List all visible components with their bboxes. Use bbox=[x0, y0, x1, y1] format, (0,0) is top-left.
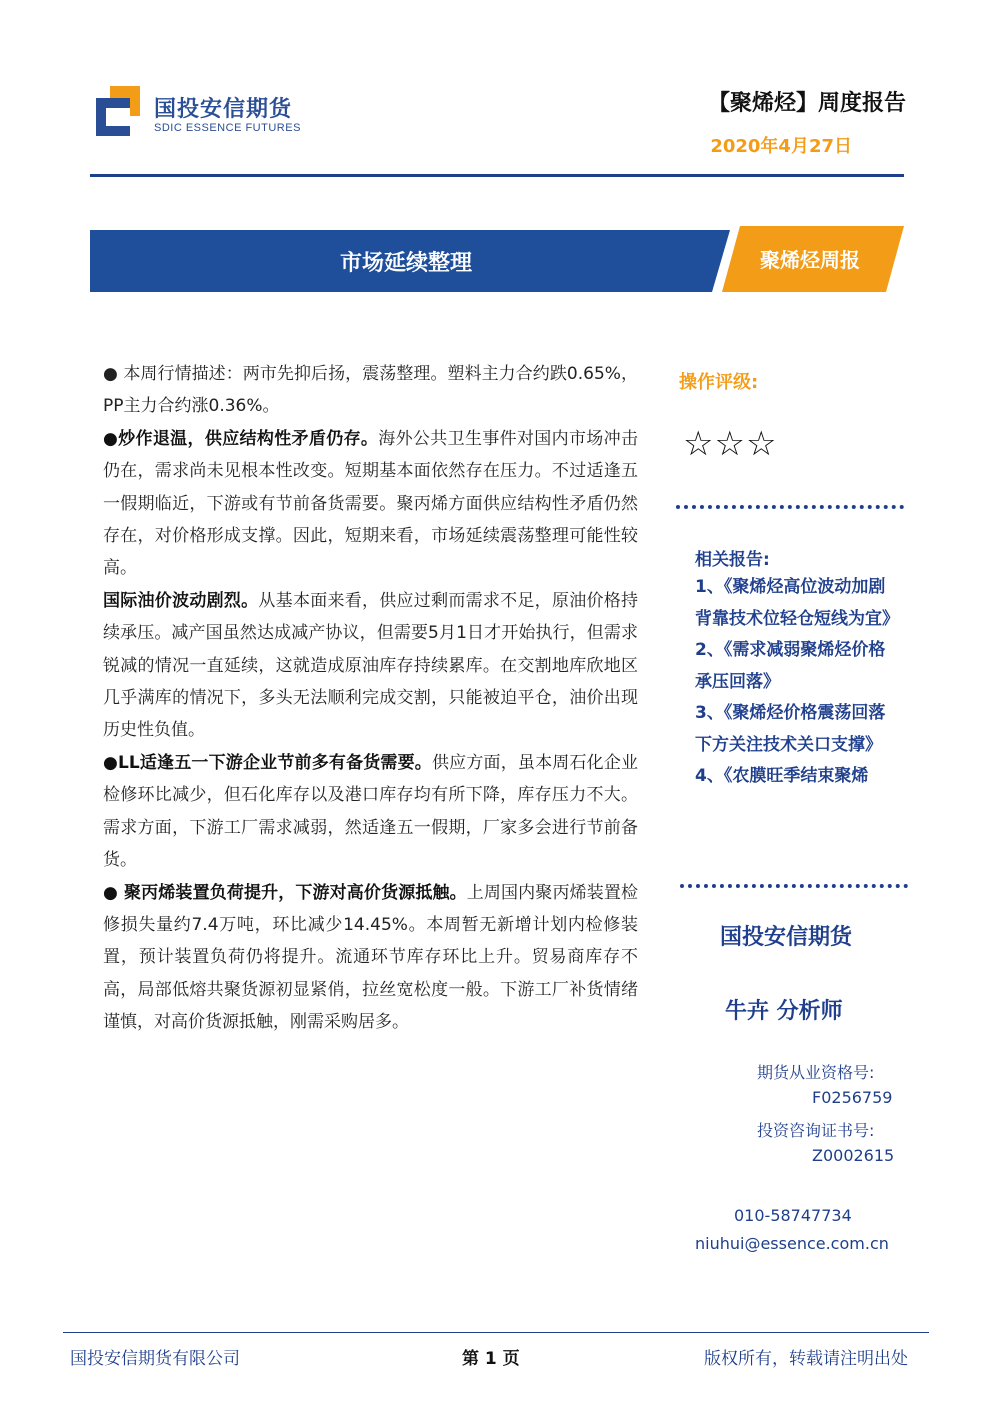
footer-divider bbox=[63, 1332, 929, 1333]
logo-mark-icon bbox=[96, 86, 140, 136]
header-divider bbox=[90, 174, 904, 177]
analyst-email[interactable]: niuhui@essence.com.cn bbox=[695, 1234, 889, 1253]
oil-heading: 国际油价波动剧烈。 bbox=[103, 590, 259, 611]
rating-stars-icon: ☆☆☆ bbox=[683, 424, 778, 464]
banner-main-title: 市场延续整理 bbox=[340, 251, 473, 276]
page-number: 第 1 页 bbox=[462, 1349, 520, 1369]
advisor-cert-label: 投资咨询证书号: bbox=[757, 1121, 875, 1140]
market-summary-paragraph: ● 本周行情描述：两市先抑后扬，震荡整理。塑料主力合约跌0.65%，PP主力合约涨0.36%。 bbox=[103, 364, 638, 417]
pp-paragraph: ● 聚丙烯装置负荷提升，下游对高价货源抵触。上周国内聚丙烯装置检修损失量约7.4万吨，环比减少14.45%。本周暂无新增计划内检修装置，预计装置负荷仍将提升。流通环节库存环比上升。贸易商库存不高，局部低熔共聚货源初显紧俏，拉丝宽松度一般。下游工厂补货情绪谨慎，对高价货源抵触，刚需采购居多。 bbox=[103, 882, 638, 1033]
supply-paragraph: ●炒作退温，供应结构性矛盾仍存。海外公共卫生事件对国内市场冲击仍在，需求尚未见根本性改变。短期基本面依然存在压力。不过适逢五一假期临近，下游或有节前备货需要。聚丙烯方面供应结构性矛盾仍然存在，对价格形成支撑。因此，短期来看，市场延续震荡整理可能性较高。 bbox=[103, 428, 638, 579]
report-body bbox=[103, 358, 638, 1039]
ll-paragraph: ●LL适逢五一下游企业节前多有备货需要。供应方面，虽本周石化企业检修环比减少，但石化库存以及港口库存均有所下降，库存压力不大。需求方面，下游工厂需求减弱，然适逢五一假期，厂家多会进行节前备货。 bbox=[103, 752, 639, 871]
related-report-item[interactable]: 1、《聚烯烃高位波动加剧 背靠技术位轻仓短线为宜》 bbox=[695, 577, 899, 629]
title-banner bbox=[90, 226, 904, 294]
report-title: 【聚烯烃】周度报告 bbox=[707, 91, 906, 116]
related-report-item[interactable]: 3、《聚烯烃价格震荡回落 下方关注技术关口支撑》 bbox=[695, 703, 886, 755]
logo-text-en: SDIC ESSENCE FUTURES bbox=[154, 122, 301, 134]
related-report-item[interactable]: 2、《需求减弱聚烯烃价格承压回落》 bbox=[695, 640, 886, 692]
rating-label: 操作评级: bbox=[679, 372, 759, 393]
related-report-item[interactable]: 4、《农膜旺季结束聚烯 bbox=[695, 766, 869, 786]
analyst-name: 牛卉 分析师 bbox=[725, 999, 843, 1024]
related-reports-list bbox=[695, 572, 899, 793]
banner-series-title: 聚烯烃周报 bbox=[760, 248, 860, 272]
advisor-cert-number: Z0002615 bbox=[812, 1146, 895, 1165]
analyst-phone: 010-58747734 bbox=[734, 1206, 852, 1225]
oil-paragraph: 国际油价波动剧烈。从基本面来看，供应过剩而需求不足，原油价格持续承压。减产国虽然达成减产协议，但需要5月1日才开始执行，但需求锐减的情况一直延续，这就造成原油库存持续累库。在交割地库欣地区几乎满库的情况下，多头无法顺利完成交割，只能被迫平仓，油价出现历史性负值。 bbox=[103, 590, 639, 741]
related-reports-label: 相关报告: bbox=[695, 550, 770, 570]
report-date: 2020年4月27日 bbox=[710, 136, 852, 157]
sidebar-company-name: 国投安信期货 bbox=[720, 925, 853, 950]
qualification-number: F0256759 bbox=[812, 1088, 893, 1107]
footer-copyright: 版权所有，转载请注明出处 bbox=[704, 1349, 908, 1369]
logo-text-cn: 国投安信期货 bbox=[154, 97, 293, 122]
pp-heading: ● 聚丙烯装置负荷提升，下游对高价货源抵触。 bbox=[103, 882, 467, 903]
company-logo bbox=[96, 86, 306, 146]
supply-heading: ●炒作退温，供应结构性矛盾仍存。 bbox=[103, 428, 379, 449]
qualification-label: 期货从业资格号: bbox=[757, 1063, 875, 1082]
sidebar-divider bbox=[680, 884, 908, 888]
ll-heading: ●LL适逢五一下游企业节前多有备货需要。 bbox=[103, 752, 432, 773]
footer-company: 国投安信期货有限公司 bbox=[70, 1349, 240, 1369]
sidebar-divider bbox=[676, 505, 904, 509]
